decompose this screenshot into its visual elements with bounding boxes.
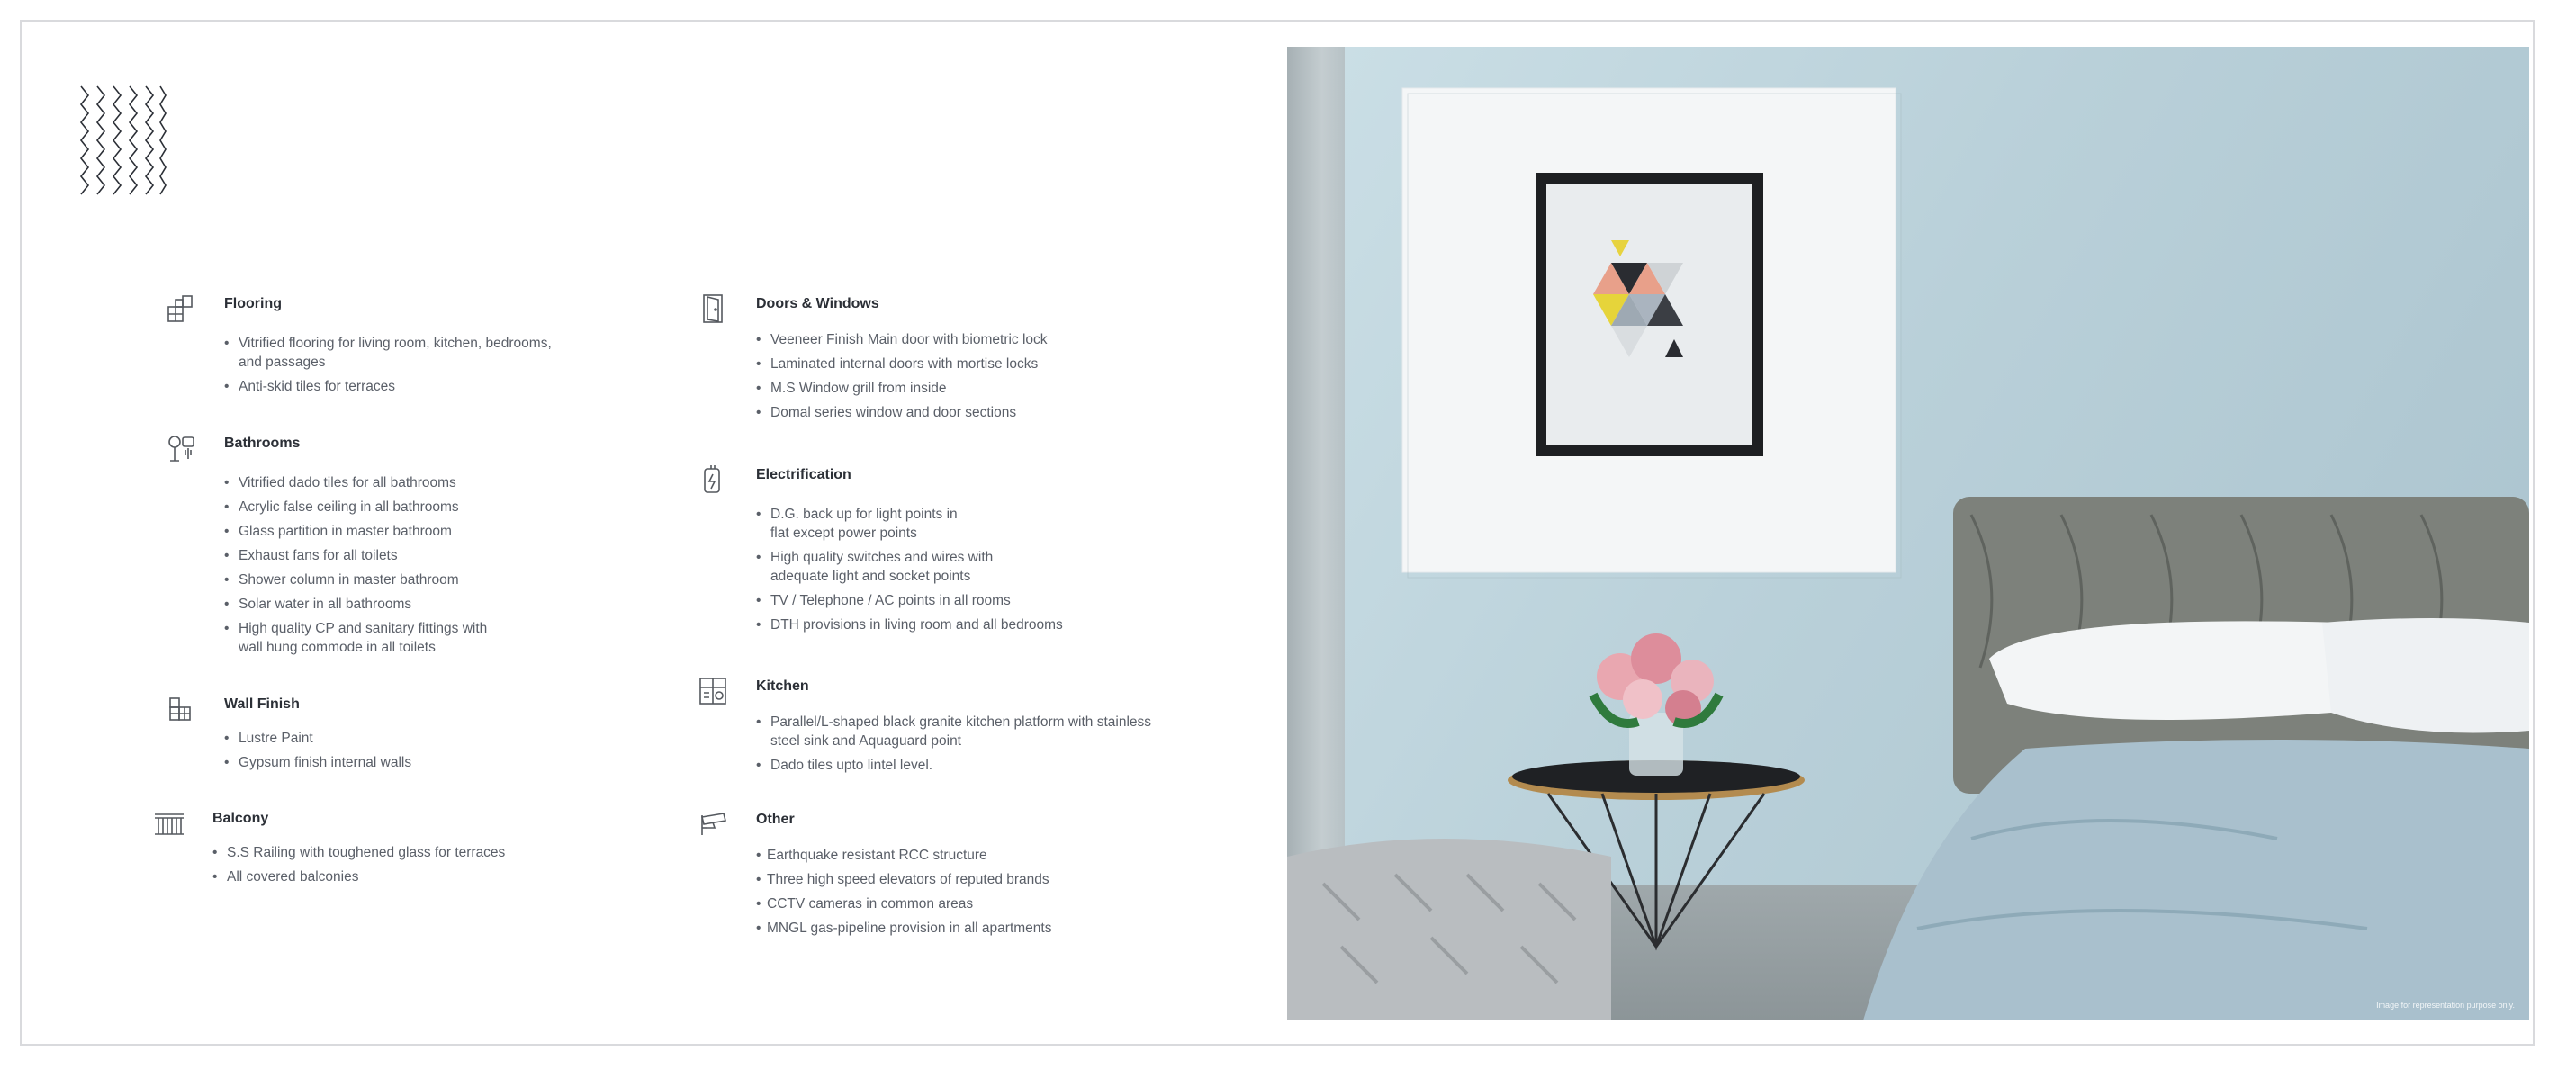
list-item: • MNGL gas-pipeline provision in all apartments bbox=[756, 919, 1051, 938]
section-list bbox=[224, 473, 487, 662]
list-item: • M.S Window grill from inside bbox=[756, 379, 1048, 398]
list-item: • D.G. back up for light points in flat except power points bbox=[756, 505, 1063, 543]
section-electrification bbox=[697, 463, 1237, 643]
list-item: • CCTV cameras in common areas bbox=[756, 894, 1051, 913]
section-doors-windows bbox=[697, 292, 1237, 427]
section-list bbox=[756, 505, 1063, 640]
section-balcony bbox=[153, 807, 657, 897]
list-item: • Domal series window and door sections bbox=[756, 403, 1048, 422]
list-item: • Three high speed elevators of reputed brands bbox=[756, 870, 1051, 889]
section-title: Wall Finish bbox=[224, 696, 300, 712]
section-list bbox=[224, 729, 411, 777]
list-item: • Vitrified dado tiles for all bathrooms bbox=[224, 473, 487, 492]
list-item: • Gypsum finish internal walls bbox=[224, 753, 411, 772]
list-item: • S.S Railing with toughened glass for terraces bbox=[212, 843, 505, 862]
bathroom-icon bbox=[165, 432, 197, 464]
list-item: • Parallel/L-shaped black granite kitchen platform with stainless steel sink and Aquaguard point bbox=[756, 713, 1151, 750]
section-list bbox=[756, 846, 1051, 943]
section-title: Other bbox=[756, 812, 795, 827]
list-item: • Anti-skid tiles for terraces bbox=[224, 377, 552, 396]
section-wall-finish bbox=[165, 693, 669, 783]
kitchen-icon bbox=[697, 675, 729, 707]
door-icon bbox=[697, 292, 729, 325]
list-item: • TV / Telephone / AC points in all rooms bbox=[756, 591, 1063, 610]
section-kitchen bbox=[697, 675, 1237, 783]
list-item: • Exhaust fans for all toilets bbox=[224, 546, 487, 565]
section-title: Flooring bbox=[224, 296, 282, 311]
section-title: Kitchen bbox=[756, 678, 809, 694]
photo-caption: Image for representation purpose only. bbox=[2376, 1001, 2515, 1010]
list-item: • Shower column in master bathroom bbox=[224, 570, 487, 589]
section-title: Electrification bbox=[756, 467, 851, 482]
list-item: • All covered balconies bbox=[212, 867, 505, 886]
list-item: • Glass partition in master bathroom bbox=[224, 522, 487, 541]
list-item: • Earthquake resistant RCC structure bbox=[756, 846, 1051, 865]
section-title: Bathrooms bbox=[224, 436, 301, 451]
section-list bbox=[756, 713, 1151, 780]
section-list bbox=[212, 843, 505, 892]
list-item: • High quality CP and sanitary fittings with wall hung commode in all toilets bbox=[224, 619, 487, 657]
section-other bbox=[697, 808, 1237, 952]
section-bathrooms bbox=[165, 432, 669, 657]
list-item: • High quality switches and wires with adequate light and socket points bbox=[756, 548, 1063, 586]
section-list bbox=[756, 330, 1048, 427]
balcony-icon bbox=[153, 807, 185, 840]
list-item: • Solar water in all bathrooms bbox=[224, 595, 487, 614]
list-item: • Dado tiles upto lintel level. bbox=[756, 756, 1151, 775]
list-item: • Veeneer Finish Main door with biometric lock bbox=[756, 330, 1048, 349]
zigzag-pattern-icon bbox=[77, 85, 167, 202]
list-item: • Acrylic false ceiling in all bathrooms bbox=[224, 498, 487, 517]
list-item: • Lustre Paint bbox=[224, 729, 411, 748]
section-title: Doors & Windows bbox=[756, 296, 879, 311]
section-title: Balcony bbox=[212, 811, 269, 826]
list-item: • Laminated internal doors with mortise locks bbox=[756, 355, 1048, 373]
section-flooring bbox=[165, 292, 669, 400]
list-item: • DTH provisions in living room and all bedrooms bbox=[756, 615, 1063, 634]
wall-finish-icon bbox=[165, 693, 197, 725]
section-list bbox=[224, 334, 552, 401]
flooring-icon bbox=[165, 292, 197, 325]
cctv-icon bbox=[697, 808, 729, 840]
list-item: • Vitrified flooring for living room, kitchen, bedrooms, and passages bbox=[224, 334, 552, 372]
electrical-icon bbox=[697, 463, 729, 496]
photo-illustration bbox=[1287, 47, 2529, 1020]
bedroom-photo bbox=[1287, 47, 2529, 1020]
